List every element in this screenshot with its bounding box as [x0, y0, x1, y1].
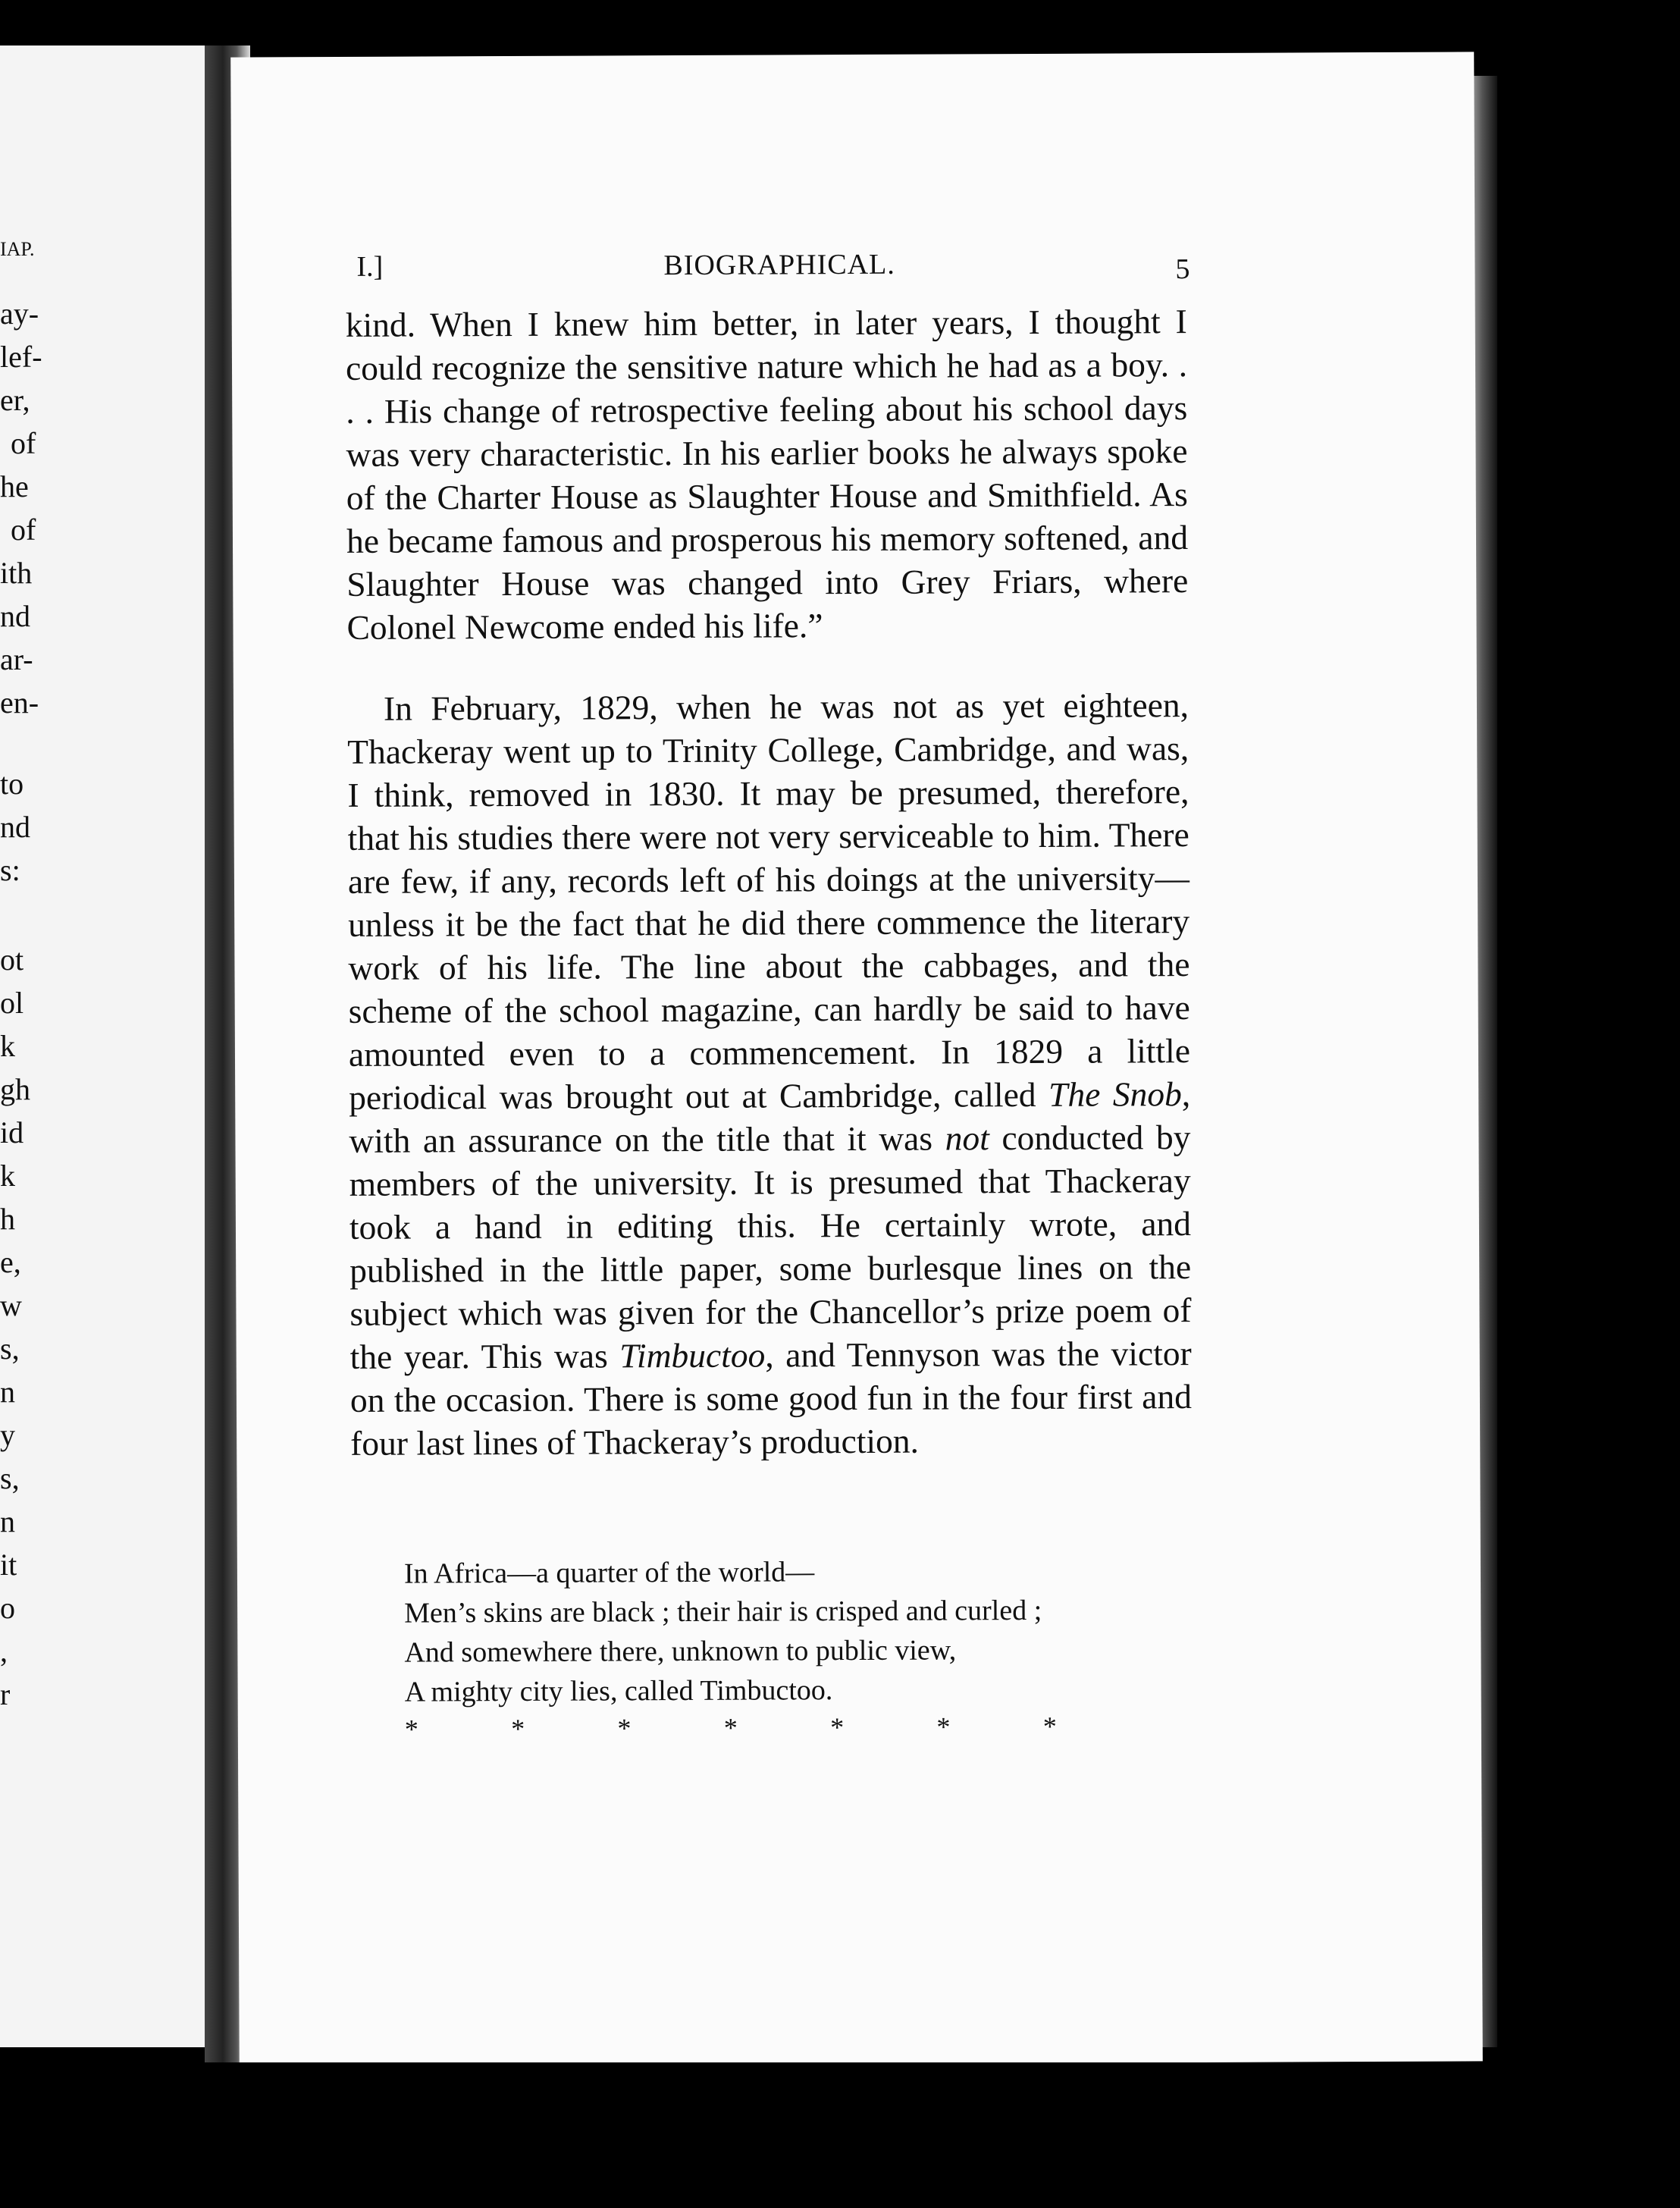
asterisk: * [617, 1713, 632, 1744]
asterisk: * [404, 1714, 418, 1745]
left-fragment: IAP. [0, 238, 35, 260]
left-fragment: it [0, 1548, 17, 1582]
chapter-marker: I.] [356, 250, 384, 283]
book-page [230, 52, 1483, 2066]
page-number: 5 [1175, 253, 1190, 286]
left-fragment: y [0, 1418, 15, 1452]
left-fragment: ar- [0, 642, 33, 676]
left-fragment: ot [0, 942, 24, 977]
verse-line: And somewhere there, unknown to public view, [404, 1634, 957, 1669]
emphasis-not: not [945, 1118, 989, 1158]
asterisk: * [723, 1712, 738, 1743]
left-fragment: nd [0, 599, 30, 633]
left-fragment: ay- [0, 296, 39, 331]
verse-line: A mighty city lies, called Timbuctoo. [404, 1674, 833, 1708]
left-fragment: r [0, 1677, 11, 1711]
left-fragment: ol [0, 986, 24, 1020]
paragraph-text: , with an assurance on the title that it was [349, 1074, 1191, 1160]
paragraph-text: , and Tennyson was the victor on the occasion. There is some good fun in the four first and four last lines of Thackeray’s production. [349, 1334, 1193, 1463]
running-head [231, 245, 1475, 296]
paragraph-cambridge [347, 683, 1192, 1465]
verse-line: In Africa—a quarter of the world— [403, 1556, 815, 1590]
left-fragment: s, [0, 1331, 20, 1366]
left-fragment: w [0, 1288, 22, 1322]
left-fragment: k [0, 1029, 15, 1063]
left-fragment: ith [0, 556, 33, 590]
left-fragment: , [0, 1634, 8, 1668]
asterisk: * [830, 1712, 845, 1743]
verse-quotation [404, 1551, 1087, 1712]
left-fragment: n [0, 1375, 15, 1409]
left-fragment: lef- [0, 340, 42, 374]
left-fragment: s, [0, 1461, 20, 1495]
paragraph-text: conducted by members of the university. It is presumed that Thackeray took a hand in editing this. He certainly wrote, and published in the little paper, some burlesque lines on the subject which was given for the Chancellor’s prize poem of the year. This was [349, 1118, 1192, 1376]
left-fragment: e, [0, 1245, 21, 1279]
asterisk: * [936, 1711, 951, 1742]
left-fragment: h [0, 1202, 15, 1236]
left-fragment: k [0, 1159, 15, 1193]
scan-background [0, 2062, 1680, 2208]
left-fragment: en- [0, 685, 39, 720]
paragraph-continued: kind. When I knew him better, in later years, I thought I could recognize the sensitive nature which he had as a boy. . . . His change of retrospective feeling about his school days was very characteristic. In his earlier books he always spoke of the Charter House as Slaughter House and Smithfield. As he became famous and prosperous his memory softened, and Slaughter House was changed into Grey Friars, where Colonel Newcome ended his life.” [345, 302, 1189, 647]
paragraph-text: In February, 1829, when he was not as yet eighteen, Thackeray went up to Trinity College, Cambridge, and was, I think, removed in 1830. It may be presumed, therefore, that his studies there were not very serviceable to him. There are few, if any, records left of his doings at the university—unless it be the fact that he did there commence the literary work of his life. The line about the cabbages, and the scheme of the school magazine, can hardly be said to have amounted even to a commencement. In 1829 a little periodical was brought out at Cambridge, called [347, 685, 1191, 1117]
left-facing-page [0, 45, 220, 2047]
left-fragment: s: [0, 853, 20, 887]
left-fragment: he [0, 469, 29, 503]
left-fragment: nd [0, 810, 30, 844]
running-title: BIOGRAPHICAL. [663, 248, 895, 282]
body-text [346, 300, 1193, 1465]
left-fragment: gh [0, 1072, 30, 1106]
left-fragment: to [0, 767, 24, 801]
asterisk: * [1042, 1711, 1057, 1742]
title-italic-timbuctoo: Timbuctoo [619, 1335, 766, 1375]
ellipsis-asterisks [405, 1711, 1057, 1745]
left-fragment: of [11, 513, 36, 547]
verse-line: Men’s skins are black ; their hair is crisped and curled ; [404, 1594, 1042, 1629]
asterisk: * [511, 1713, 525, 1744]
left-fragment: o [0, 1591, 15, 1625]
title-italic-the-snob: The Snob [1048, 1074, 1182, 1114]
left-fragment: id [0, 1115, 24, 1149]
left-fragment: n [0, 1504, 15, 1538]
left-fragment: of [11, 426, 36, 460]
left-fragment: er, [0, 383, 30, 417]
